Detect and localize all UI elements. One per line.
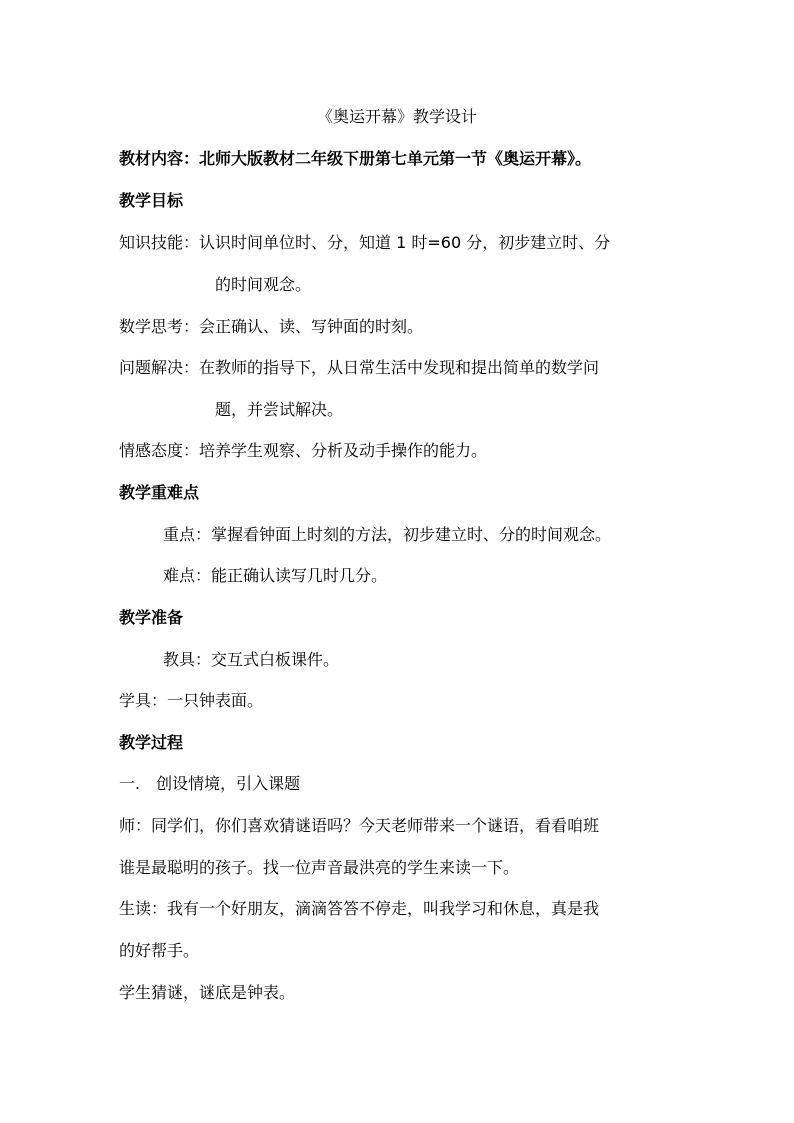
goal-knowledge-line1: 知识技能：认识时间单位时、分，知道 1 时=60 分，初步建立时、分: [119, 233, 611, 252]
keypoint-difficulty: 难点：能正确认读写几时几分。: [163, 566, 388, 585]
teacher-para-line1: 师：同学们，你们喜欢猜谜语吗？今天老师带来一个谜语，看看咱班: [119, 816, 600, 835]
riddle-answer: 学生猜谜，谜底是钟表。: [119, 983, 296, 1002]
goals-heading: 教学目标: [119, 191, 184, 210]
keypoint-focus: 重点：掌握看钟面上时刻的方法，初步建立时、分的时间观念。: [163, 525, 612, 544]
student-para-line2: 的好帮手。: [119, 941, 200, 960]
teacher-para-line2: 谁是最聪明的孩子。找一位声音最洪亮的学生来读一下。: [119, 858, 520, 877]
goal-problem-line2: 题，并尝试解决。: [215, 400, 344, 419]
prep-heading: 教学准备: [119, 608, 184, 627]
keypoints-heading: 教学重难点: [119, 483, 200, 502]
document-title: 《奥运开幕》教学设计: [316, 107, 477, 126]
content-label: 教材内容：: [119, 149, 200, 168]
goal-attitude: 情感态度：培养学生观察、分析及动手操作的能力。: [119, 441, 488, 460]
process-heading: 教学过程: [119, 733, 184, 752]
goal-problem-line1: 问题解决：在教师的指导下，从日常生活中发现和提出简单的数学问: [119, 358, 600, 377]
student-para-line1: 生读：我有一个好朋友，滴滴答答不停走，叫我学习和休息，真是我: [119, 899, 600, 918]
goal-thinking: 数学思考：会正确认、读、写钟面的时刻。: [119, 317, 424, 336]
goal-knowledge-line2: 的时间观念。: [215, 275, 312, 294]
prep-student-tools: 学具：一只钟表面。: [119, 691, 264, 710]
prep-teacher-tools: 教具：交互式白板课件。: [163, 650, 340, 669]
process-step1: 一. 创设情境，引入课题: [119, 774, 301, 793]
content-text: 北师大版教材二年级下册第七单元第一节《奥运开幕》。: [199, 149, 592, 168]
content-line: [119, 149, 591, 169]
